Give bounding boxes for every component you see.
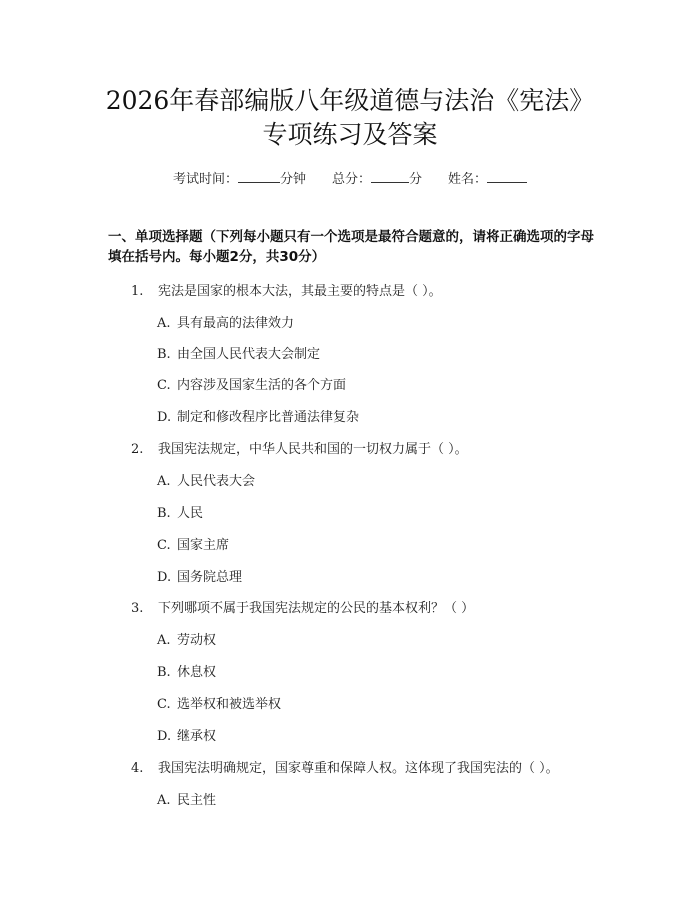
question-2 — [131, 441, 468, 459]
question-3 — [131, 600, 474, 618]
document-title-line1: 2026年春部编版八年级道德与法治《宪法》 — [105, 86, 595, 115]
exam-time-blank — [238, 171, 280, 183]
question-1-option-a — [157, 315, 294, 333]
exam-time-label: 考试时间： — [172, 172, 238, 187]
option-letter: B. — [157, 347, 171, 362]
total-score-label: 总分： — [331, 172, 371, 187]
question-1-option-d — [157, 409, 359, 427]
option-letter: D. — [157, 729, 172, 744]
total-score-unit: 分 — [409, 172, 423, 187]
option-text: 选举权和被选举权 — [177, 697, 282, 712]
question-2-option-c — [157, 537, 229, 555]
student-name-blank — [487, 171, 527, 183]
option-text: 内容涉及国家生活的各个方面 — [177, 378, 347, 393]
question-stem: 我国宪法明确规定，国家尊重和保障人权。这体现了我国宪法的（ ）。 — [158, 761, 559, 776]
question-stem: 我国宪法规定，中华人民共和国的一切权力属于（ ）。 — [158, 442, 468, 457]
option-text: 制定和修改程序比普通法律复杂 — [177, 410, 360, 425]
option-letter: C. — [157, 697, 171, 712]
option-letter: C. — [157, 538, 171, 553]
question-stem: 宪法是国家的根本大法，其最主要的特点是（ ）。 — [158, 284, 442, 299]
section-heading: 一、单项选择题（下列每小题只有一个选项是最符合题意的，请将正确选项的字母填在括号内。每小题2分，共30分） — [108, 229, 594, 265]
question-2-option-b — [157, 505, 203, 523]
question-2-option-d — [157, 569, 242, 587]
option-text: 人民代表大会 — [177, 474, 256, 489]
option-text: 国务院总理 — [177, 570, 243, 585]
question-4 — [131, 760, 559, 778]
exam-time-unit: 分钟 — [279, 172, 306, 187]
question-number: 2. — [131, 442, 144, 457]
option-letter: B. — [157, 665, 171, 680]
option-letter: C. — [157, 378, 171, 393]
option-letter: D. — [157, 570, 172, 585]
option-letter: D. — [157, 410, 172, 425]
student-name-label: 姓名： — [448, 172, 488, 187]
option-letter: A. — [157, 793, 171, 808]
option-text: 由全国人民代表大会制定 — [177, 347, 321, 362]
option-text: 国家主席 — [177, 538, 230, 553]
question-3-option-c — [157, 696, 281, 714]
total-score-blank — [371, 171, 409, 183]
option-text: 劳动权 — [177, 633, 217, 648]
question-3-option-d — [157, 728, 216, 746]
option-text: 休息权 — [177, 665, 217, 680]
question-2-option-a — [157, 473, 255, 491]
question-number: 4. — [131, 761, 144, 776]
question-1-option-b — [157, 346, 320, 364]
question-1 — [131, 283, 442, 301]
document-title-line2: 专项练习及答案 — [262, 120, 438, 149]
option-letter: A. — [157, 316, 171, 331]
question-3-option-b — [157, 664, 216, 682]
question-number: 1. — [131, 284, 144, 299]
question-4-option-a — [157, 792, 216, 810]
option-text: 具有最高的法律效力 — [177, 316, 295, 331]
question-1-option-c — [157, 377, 346, 395]
exam-info-line — [0, 168, 700, 187]
option-letter: A. — [157, 474, 171, 489]
option-text: 民主性 — [177, 793, 217, 808]
option-text: 人民 — [177, 506, 204, 521]
question-3-option-a — [157, 632, 216, 650]
option-text: 继承权 — [177, 729, 217, 744]
question-number: 3. — [131, 601, 144, 616]
question-stem: 下列哪项不属于我国宪法规定的公民的基本权利？（ ） — [158, 601, 475, 616]
option-letter: A. — [157, 633, 171, 648]
option-letter: B. — [157, 506, 171, 521]
